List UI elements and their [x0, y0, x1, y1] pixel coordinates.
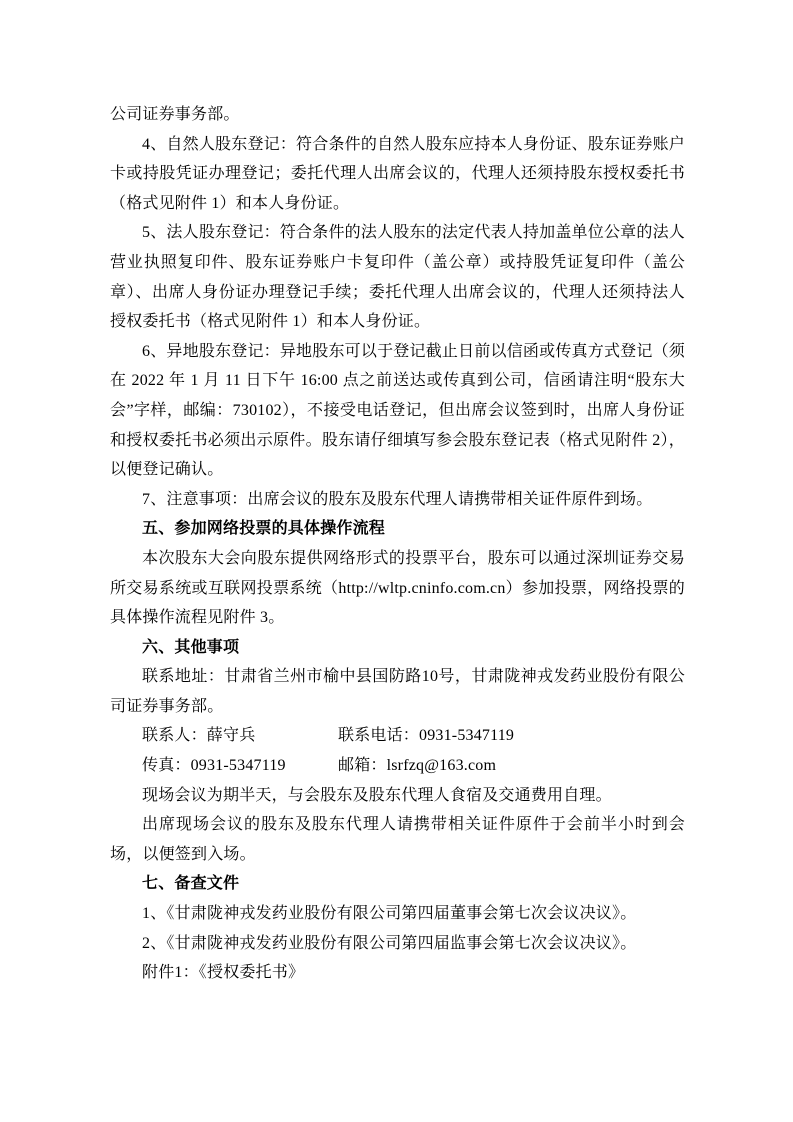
paragraph-onsite-meeting-expenses: 现场会议为期半天，与会股东及股东代理人食宿及交通费用自理。	[142, 786, 612, 804]
document-content	[110, 100, 685, 988]
paragraph-onsite-signin-notice: 出席现场会议的股东及股东代理人请携带相关证件原件于会前半小时到会场，以便签到入场。	[110, 816, 685, 863]
contact-row-person-phone	[110, 721, 685, 751]
list-item-attention-notes: 7、注意事项：出席会议的股东及股东代理人请携带相关证件原件到场。	[142, 490, 653, 508]
paragraph-securities-dept-continuation: 公司证券事务部。	[110, 106, 240, 123]
paragraph-attachment-1-proxy-form: 附件1：《授权委托书》	[142, 964, 305, 982]
contact-phone: 联系电话：0931-5347119	[338, 727, 515, 745]
contact-fax: 传真：0931-5347119	[142, 757, 286, 775]
list-item-legal-person-registration: 5、法人股东登记：符合条件的法人股东的法定代表人持加盖单位公章的法人营业执照复印件、股东证券账户卡复印件（盖公章）或持股凭证复印件（盖公章）、出席人身份证办理登记手续；委托代理人出席会议的，代理人还须持法人授权委托书（格式见附件 1）和本人身份证。	[110, 224, 685, 331]
paragraph-online-voting-platform: 本次股东大会向股东提供网络形式的投票平台，股东可以通过深圳证券交易所交易系统或互联网投票系统（http://wltp.cninfo.com.cn）参加投票，网络投票的具体操作流程见附件 3。	[110, 549, 685, 627]
contact-email: 邮箱：lsrfzq@163.com	[338, 757, 497, 775]
section-heading-other-matters: 六、其他事项	[142, 638, 240, 656]
contact-row-fax-email	[110, 751, 685, 781]
list-item-remote-shareholder-registration: 6、异地股东登记：异地股东可以于登记截止日前以信函或传真方式登记（须在 2022 年 1 月 11 日下午 16:00 点之前送达或传真到公司，信函请注明“股东大会”字样，邮编：730102），不接受电话登记，但出席会议签到时，出席人身份证和授权委托书必须出示原件。股东请仔细填写参会股东登记表（格式见附件 2），以便登记确认。	[110, 342, 685, 479]
section-heading-reference-documents: 七、备查文件	[142, 875, 240, 893]
paragraph-contact-address: 联系地址：甘肃省兰州市榆中县国防路10号，甘肃陇神戎发药业股份有限公司证券事务部。	[110, 668, 685, 715]
list-item-supervisory-board-resolution: 2、《甘肃陇神戎发药业股份有限公司第四届监事会第七次会议决议》。	[142, 934, 637, 952]
list-item-natural-person-registration: 4、自然人股东登记：符合条件的自然人股东应持本人身份证、股东证券账户卡或持股凭证办理登记；委托代理人出席会议的，代理人还须持股东授权委托书（格式见附件 1）和本人身份证。	[110, 135, 685, 212]
list-item-board-resolution: 1、《甘肃陇神戎发药业股份有限公司第四届董事会第七次会议决议》。	[142, 905, 637, 923]
section-heading-online-voting-procedure: 五、参加网络投票的具体操作流程	[142, 520, 386, 538]
contact-person: 联系人：薛守兵	[142, 727, 256, 745]
